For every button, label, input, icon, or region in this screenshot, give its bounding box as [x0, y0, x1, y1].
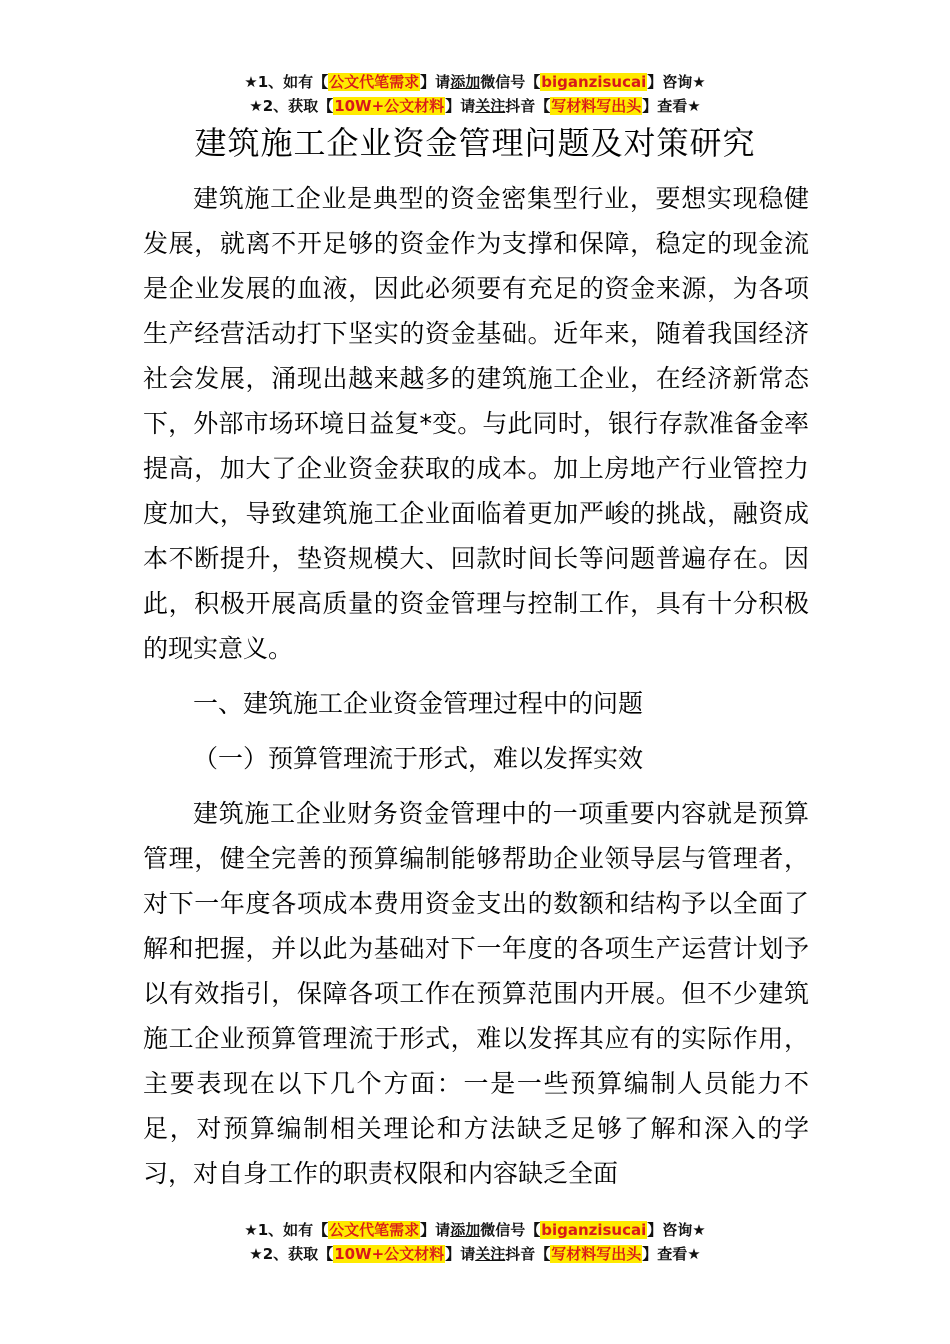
paragraph-budget: 建筑施工企业财务资金管理中的一项重要内容就是预算管理，健全完善的预算编制能够帮助企业领导层与管理者，对下一年度各项成本费用资金支出的数额和结构予以全面了解和把握，并以此为基础对下一年度的各项生产运营计划予以有效指引，保障各项工作在预算范围内开展。但不少建筑施工企业预算管理流于形式，难以发挥其应有的实际作用，主要表现在以下几个方面：一是一些预算编制人员能力不足，对预算编制相关理论和方法缺乏足够了解和深入的学习，对自身工作的职责权限和内容缺乏全面	[143, 799, 809, 1188]
promo-line-2: ★2、获取【10W+公文材料】请关注抖音【写材料写出头】查看★	[249, 97, 701, 115]
wechat-id: biganzisucai	[541, 1221, 647, 1239]
highlight-text: 10W+公文材料	[334, 97, 445, 115]
wechat-id: biganzisucai	[541, 73, 647, 91]
highlight-text: 公文代笔需求	[329, 73, 420, 91]
highlight-text: 公文代笔需求	[329, 1221, 420, 1239]
promo-line-1: ★1、如有【公文代笔需求】请添加微信号【biganzisucai】咨询★	[244, 73, 706, 91]
subsection-heading: （一）预算管理流于形式，难以发挥实效	[193, 744, 644, 773]
douyin-account: 写材料写出头	[551, 97, 642, 115]
document-body	[143, 176, 809, 1196]
promo-line-2: ★2、获取【10W+公文材料】请关注抖音【写材料写出头】查看★	[249, 1245, 701, 1263]
header-promo-banner	[0, 70, 950, 118]
highlight-text: 10W+公文材料	[334, 1245, 445, 1263]
promo-line-1: ★1、如有【公文代笔需求】请添加微信号【biganzisucai】咨询★	[244, 1221, 706, 1239]
footer-promo-banner	[0, 1218, 950, 1266]
document-title: 建筑施工企业资金管理问题及对策研究	[194, 124, 756, 162]
paragraph-intro: 建筑施工企业是典型的资金密集型行业，要想实现稳健发展，就离不开足够的资金作为支撑和保障，稳定的现金流是企业发展的血液，因此必须要有充足的资金来源，为各项生产经营活动打下坚实的资金基础。近年来，随着我国经济社会发展，涌现出越来越多的建筑施工企业，在经济新常态下，外部市场环境日益复*变。与此同时，银行存款准备金率提高，加大了企业资金获取的成本。加上房地产行业管控力度加大，导致建筑施工企业面临着更加严峻的挑战，融资成本不断提升，垫资规模大、回款时间长等问题普遍存在。因此，积极开展高质量的资金管理与控制工作，具有十分积极的现实意义。	[143, 184, 809, 663]
douyin-account: 写材料写出头	[551, 1245, 642, 1263]
section-heading: 一、建筑施工企业资金管理过程中的问题	[193, 689, 644, 718]
